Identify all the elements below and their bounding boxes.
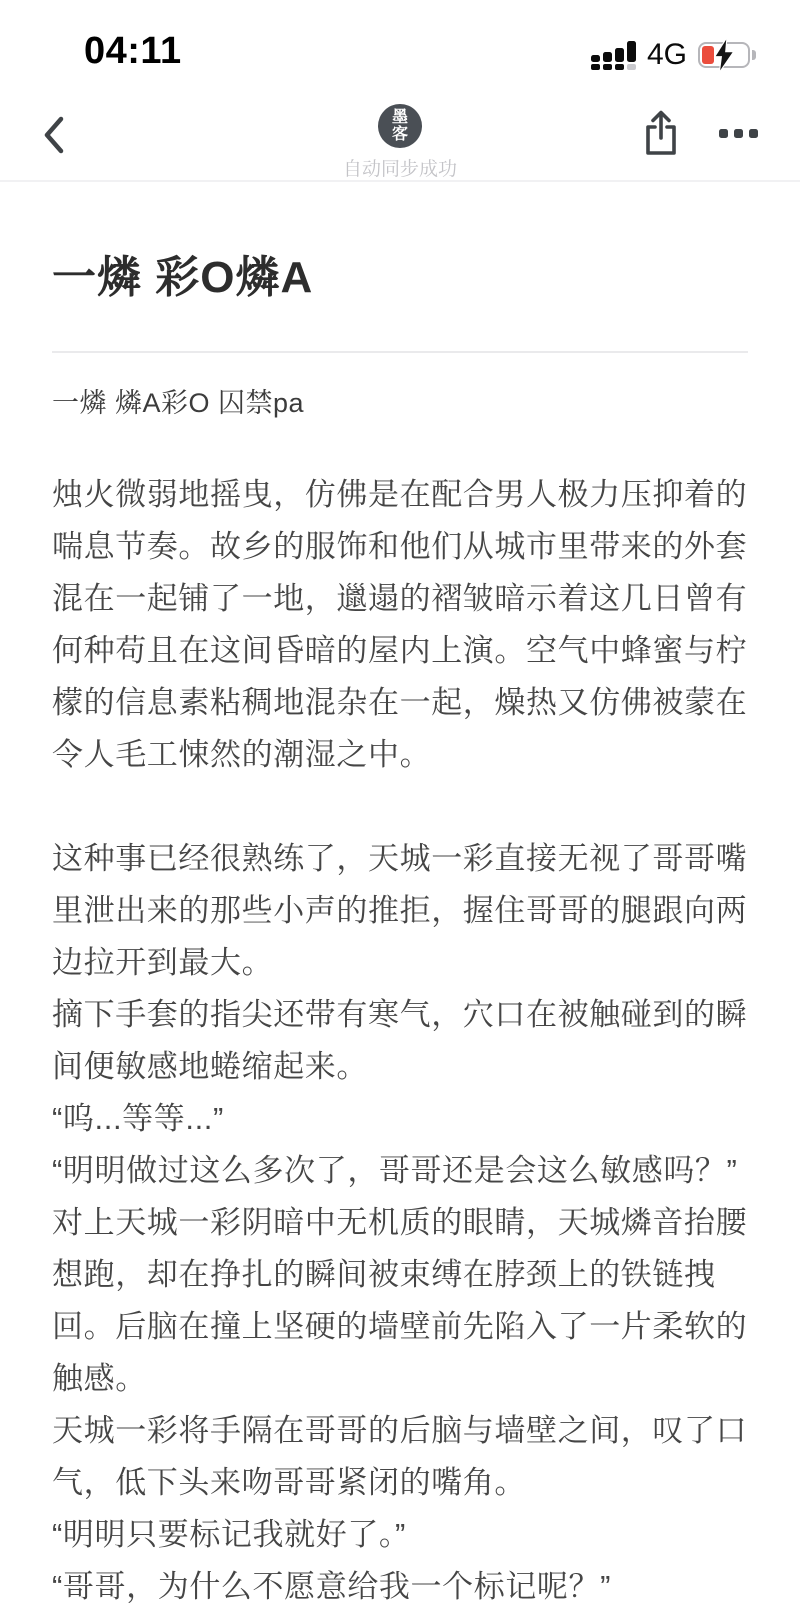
body-paragraph[interactable]: “哥哥，为什么不愿意给我一个标记呢？” [52, 1569, 612, 1604]
document-subtitle[interactable]: 一燐 燐A彩O 囚禁pa [52, 388, 305, 418]
battery-charging-icon [698, 42, 750, 68]
status-time: 04:11 [84, 30, 182, 72]
document-content [0, 182, 800, 1613]
body-paragraph[interactable]: 这种事已经很熟练了，天城一彩直接无视了哥哥嘴里泄出来的那些小声的推拒，握住哥哥的腿跟向两边拉开到最大。 [52, 841, 748, 980]
body-paragraph[interactable]: “明明只要标记我就好了。” [52, 1517, 406, 1552]
body-paragraph[interactable]: 烛火微弱地摇曳，仿佛是在配合男人极力压抑着的喘息节奏。故乡的服饰和他们从城市里带来的外套混在一起铺了一地，邋遢的褶皱暗示着这几日曾有何种苟且在这间昏暗的屋内上演。空气中蜂蜜与柠檬的信息素粘稠地混杂在一起，燥热又仿佛被蒙在令人毛工悚然的潮湿之中。 [52, 477, 748, 772]
share-button[interactable] [641, 108, 681, 158]
logo-char-top: 墨 [391, 109, 408, 126]
nav-bar [0, 90, 800, 182]
body-paragraph[interactable]: 对上天城一彩阴暗中无机质的眼睛，天城燐音抬腰想跑，却在挣扎的瞬间被束缚在脖颈上的铁链拽回。后脑在撞上坚硬的墙壁前先陷入了一片柔软的触感。 [52, 1205, 748, 1396]
body-paragraph[interactable]: 摘下手套的指尖还带有寒气，穴口在被触碰到的瞬间便敏感地蜷缩起来。 [52, 997, 748, 1084]
status-bar [0, 0, 800, 90]
moke-app-logo [378, 104, 422, 148]
status-indicators [591, 38, 750, 72]
more-button[interactable] [719, 108, 758, 158]
body-paragraph[interactable]: 天城一彩将手隔在哥哥的后脑与墙壁之间，叹了口气，低下头来吻哥哥紧闭的嘴角。 [52, 1413, 748, 1500]
cellular-signal-icon [591, 40, 636, 70]
logo-char-bottom: 客 [391, 126, 408, 143]
body-paragraph[interactable]: “呜...等等...” [52, 1101, 224, 1136]
nav-actions [641, 108, 758, 158]
share-icon [643, 110, 679, 156]
document-title[interactable]: 一燐 彩O燐A [52, 253, 314, 302]
body-paragraph[interactable]: “明明做过这么多次了，哥哥还是会这么敏感吗？” [52, 1153, 738, 1188]
sync-status-text: 自动同步成功 [342, 159, 457, 180]
network-type-label: 4G [646, 38, 687, 71]
ellipsis-icon [719, 129, 728, 138]
title-divider [52, 351, 748, 353]
lightning-bolt-icon [713, 39, 735, 71]
